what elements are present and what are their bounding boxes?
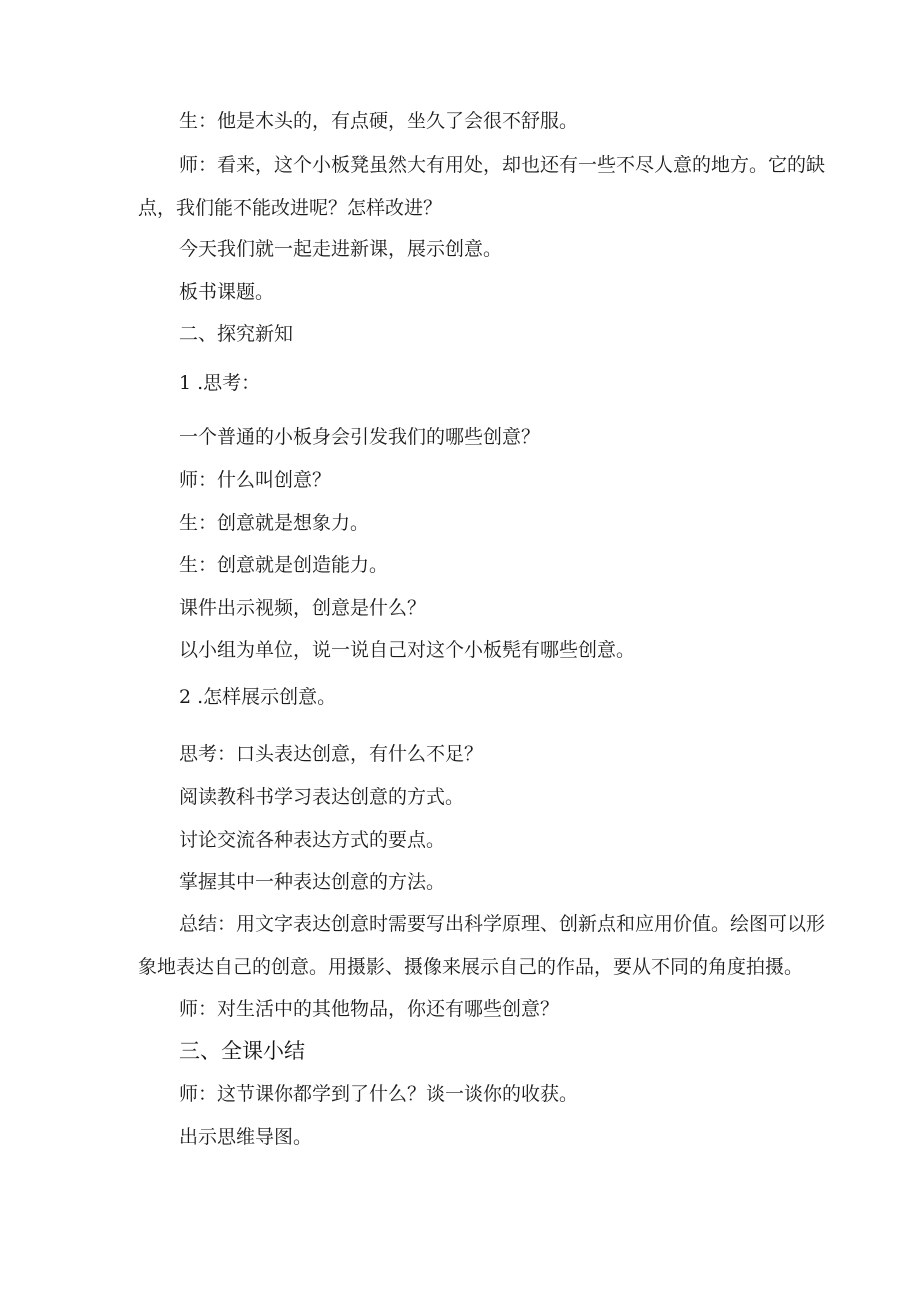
- paragraph-line: 生：他是木头的，有点硬，坐久了会很不舒服。: [179, 110, 579, 132]
- paragraph-line: 师：看来，这个小板凳虽然大有用处，却也还有一些不尽人意的地方。它的缺: [179, 154, 826, 176]
- paragraph-line: 象地表达自己的创意。用摄影、摄像来展示自己的作品，要从不同的角度拍摄。: [138, 956, 804, 978]
- paragraph-line: 点，我们能不能改进呢？怎样改进？: [138, 197, 443, 219]
- paragraph-line: 生：创意就是创造能力。: [179, 554, 389, 576]
- paragraph-line: 师：这节课你都学到了什么？谈一谈你的收获。: [179, 1083, 579, 1105]
- paragraph-line: 今天我们就一起走进新课，展示创意。: [179, 238, 503, 260]
- paragraph-line: 一个普通的小板身会引发我们的哪些创意？: [179, 426, 541, 448]
- paragraph-line: 生：创意就是想象力。: [179, 512, 370, 534]
- paragraph-line: 师：什么叫创意？: [179, 469, 332, 491]
- numbered-item: 1 .思考：: [179, 372, 261, 394]
- paragraph-line: 总结：用文字表达创意时需要写出科学原理、创新点和应用价值。绘图可以形: [179, 913, 826, 935]
- paragraph-line: 思考：口头表达创意，有什么不足？: [179, 743, 484, 765]
- section-heading: 二、探究新知: [179, 323, 294, 345]
- paragraph-line: 讨论交流各种表达方式的要点。: [179, 829, 446, 851]
- paragraph-line: 出示思维导图。: [179, 1126, 313, 1148]
- paragraph-line: 板书课题。: [179, 281, 275, 303]
- numbered-item: 2 .怎样展示创意。: [179, 686, 337, 708]
- paragraph-line: 课件出示视频，创意是什么？: [179, 597, 427, 619]
- section-heading: 三、全课小结: [179, 1039, 305, 1063]
- paragraph-line: 以小组为单位，说一说自己对这个小板髡有哪些创意。: [179, 639, 636, 661]
- paragraph-line: 师：对生活中的其他物品，你还有哪些创意？: [179, 998, 560, 1020]
- paragraph-line: 掌握其中一种表达创意的方法。: [179, 871, 446, 893]
- paragraph-line: 阅读教科书学习表达创意的方式。: [179, 786, 465, 808]
